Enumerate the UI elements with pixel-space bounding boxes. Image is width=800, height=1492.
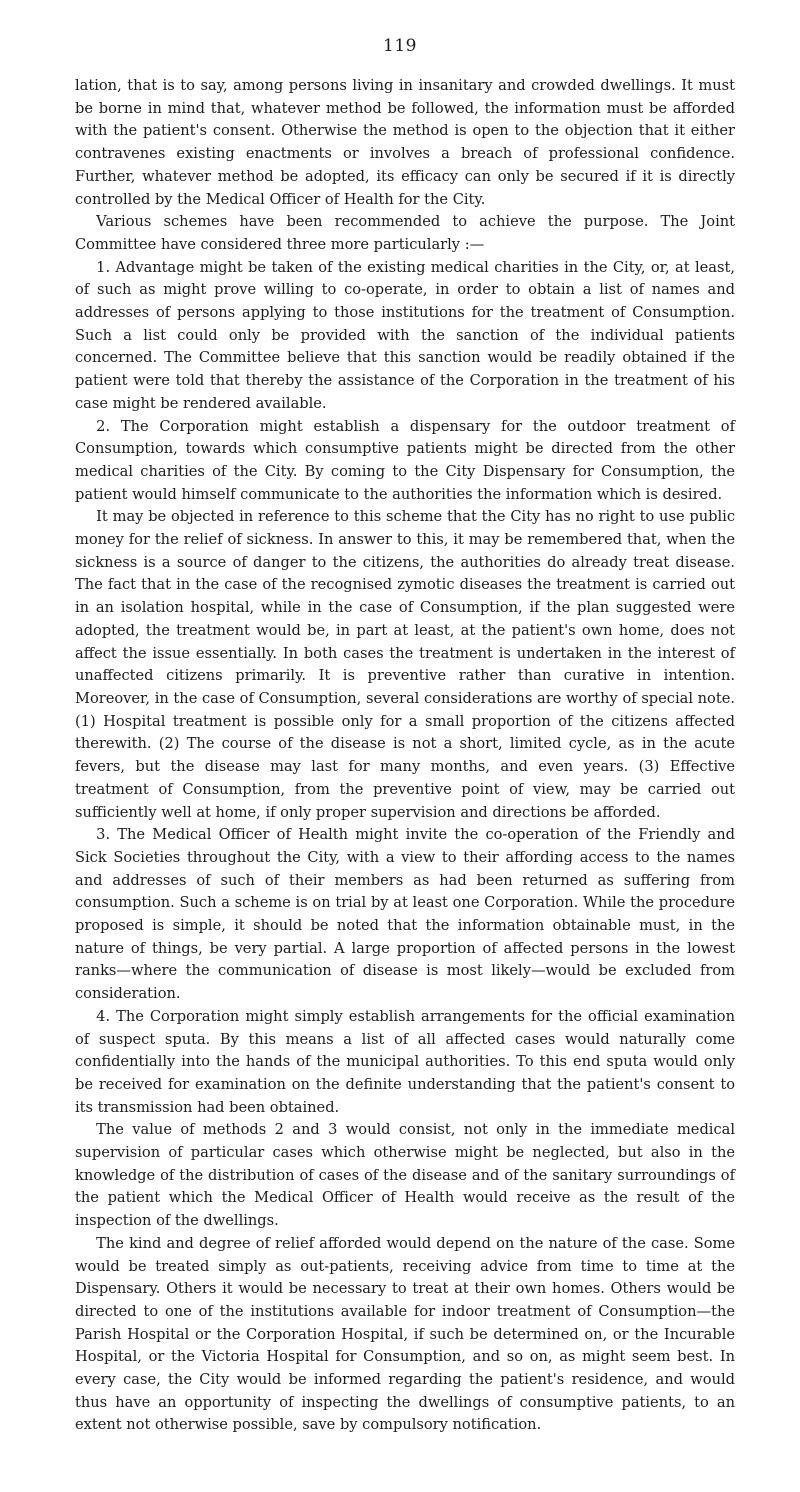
paragraph-scheme-1: 1. Advantage might be taken of the existing medical charities in the City, or, at least, of such as might prove willing to co-operate, in order to obtain a list of names and addresses of persons applying to those institutions for the treatment of Consumption. Such a list could only be provided with the sanction of the individual patients concerned. The Committee believe that this sanction would be readily obtained if the patient were told that thereby the assistance of the Corporation in the treatment of his case might be rendered available. [75,258,735,412]
paragraph-scheme-2: 2. The Corporation might establish a dispensary for the outdoor treatment of Consumption, towards which consumptive patients might be directed from the other medical charities of the City. By coming to the City Dispensary for Consumption, the patient would himself communicate to the authorities the information which is desired. [75,417,735,503]
body-text [75,75,735,1437]
paragraph-schemes-intro: Various schemes have been recommended to achieve the purpose. The Joint Committee have considered three more particularly :— [75,213,735,253]
paragraph-scheme-3: 3. The Medical Officer of Health might invite the co-operation of the Friendly and Sick Societies throughout the City, with a view to their affording access to the names and addresses of such of their members as had been returned as suffering from consumption. Such a scheme is on trial by at least one Corporation. While the procedure proposed is simple, it should be noted that the information obtainable must, in the nature of things, be very partial. A large proportion of affected persons in the lowest ranks—where the communication of disease is most likely—would be excluded from consideration. [75,826,735,1003]
paragraph-objection: It may be objected in reference to this scheme that the City has no right to use public money for the relief of sickness. In answer to this, it may be remembered that, when the sickness is a source of danger to the citizens, the authorities do already treat disease. The fact that in the case of the recognised zymotic diseases the treatment is carried out in an isolation hospital, while in the case of Consumption, if the plan suggested were adopted, the treatment would be, in part at least, at the patient's own home, does not affect the issue essentially. In both cases the treatment is undertaken in the interest of unaffected citizens primarily. It is preventive rather than curative in intention. Moreover, in the case of Consumption, several considerations are worthy of special note. (1) Hospital treatment is possible only for a small proportion of the citizens affected therewith. (2) The course of the disease is not a short, limited cycle, as in the acute fevers, but the disease may last for many months, and even years. (3) Effective treatment of Consumption, from the preventive point of view, may be carried out sufficiently well at home, if only proper supervision and directions be afforded. [75,508,735,821]
paragraph-continuation: lation, that is to say, among persons living in insanitary and crowded dwellings. It must be borne in mind that, whatever method be followed, the information must be afforded with the patient's consent. Otherwise the method is open to the objection that it either contravenes existing enactments or involves a breach of professional confidence. Further, whatever method be adopted, its efficacy can only be secured if it is directly controlled by the Medical Officer of Health for the City. [75,77,735,208]
paragraph-value-of-methods: The value of methods 2 and 3 would consist, not only in the immediate medical supervision of particular cases which otherwise might be neglected, but also in the knowledge of the distribution of cases of the disease and of the sanitary surroundings of the patient which the Medical Officer of Health would receive as the result of the inspection of the dwellings. [75,1121,735,1230]
paragraph-scheme-4: 4. The Corporation might simply establish arrangements for the official examination of suspect sputa. By this means a list of all affected cases would naturally come confidentially into the hands of the municipal authorities. To this end sputa would only be received for examination on the definite understanding that the patient's consent to its transmission had been obtained. [75,1007,735,1116]
paragraph-kind-of-relief: The kind and degree of relief afforded would depend on the nature of the case. Some would be treated simply as out-patients, receiving advice from time to time at the Dispensary. Others it would be necessary to treat at their own homes. Others would be directed to one of the institutions available for indoor treatment of Consumption—the Parish Hospital or the Corporation Hospital, if such be determined on, or the Incurable Hospital, or the Victoria Hospital for Consumption, and so on, as might seem best. In every case, the City would be informed regarding the patient's residence, and would thus have an opportunity of inspecting the dwellings of consumptive patients, to an extent not otherwise possible, save by compulsory notification. [75,1234,735,1434]
page-number: 119 [383,36,417,56]
